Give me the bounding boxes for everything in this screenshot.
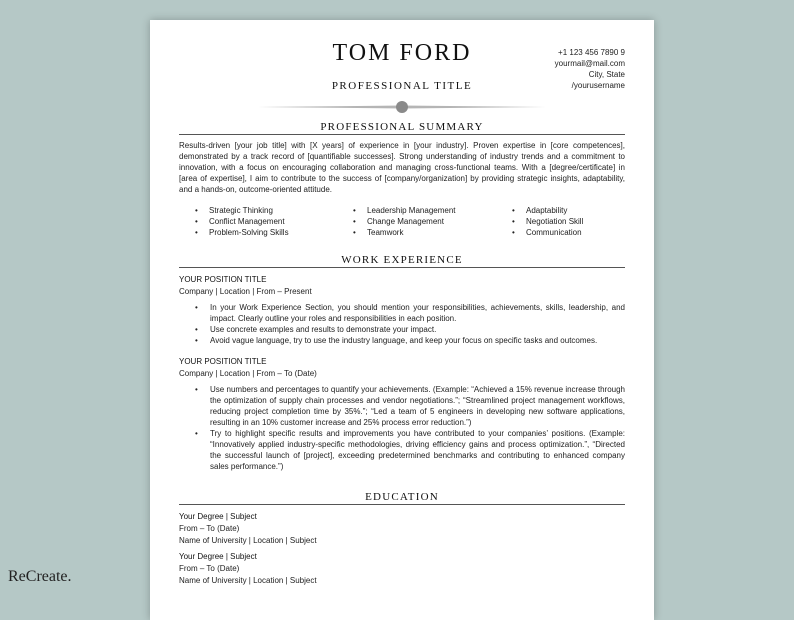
bullet-item: • Try to highlight specific results and improvements you have contributed to your companies’ positions. (Example: “Innovatively applied industry-specific methodologies, driving efficiency gains and process optimization.”, “Directed the successful launch of [project], exceeding predetermined benchmarks and contributing to enhanced company sales performance.”) [195, 428, 625, 472]
skill-item: • Strategic Thinking [195, 205, 289, 216]
job-meta: Company | Location | From – To (Date) [179, 369, 317, 378]
contact-block [555, 47, 625, 91]
skills-column [195, 205, 289, 238]
job-title: YOUR POSITION TITLE [179, 357, 267, 366]
job-meta: Company | Location | From – Present [179, 287, 312, 296]
skill-item: • Negotiation Skill [512, 216, 583, 227]
skill-item: • Teamwork [353, 227, 456, 238]
bullet-item: • Avoid vague language, try to use the industry language, and keep your focus on specific tasks and outcomes. [195, 335, 625, 346]
job-bullets [195, 384, 625, 472]
experience-heading: WORK EXPERIENCE [179, 254, 625, 268]
bullet-item: • Use numbers and percentages to quantify your achievements. (Example: “Achieved a 15% revenue increase through the optimization of supply chain processes and vendor negotiations.”; “Streamlined project management workflows, reducing project completion time by 35%.”; “Led a team of 5 engineers in developing new software applications, resulting in an 10% customer increase and 25% process error reduction.”) [195, 384, 625, 428]
skills-column [512, 205, 583, 238]
job-bullets [195, 302, 625, 346]
divider-ornament [258, 100, 546, 114]
skill-item: • Change Management [353, 216, 456, 227]
skill-item: • Leadership Management [353, 205, 456, 216]
contact-phone: +1 123 456 7890 9 [558, 48, 625, 57]
contact-username: /yourusername [571, 81, 625, 90]
skill-item: • Problem-Solving Skills [195, 227, 289, 238]
degree: Your Degree | Subject [179, 512, 257, 521]
bullet-item: • Use concrete examples and results to demonstrate your impact. [195, 324, 625, 335]
university: Name of University | Location | Subject [179, 536, 317, 545]
contact-location: City, State [588, 70, 625, 79]
skill-item: • Communication [512, 227, 583, 238]
contact-email: yourmail@mail.com [554, 59, 625, 68]
education-entry [179, 511, 317, 547]
education-dates: From – To (Date) [179, 564, 240, 573]
university: Name of University | Location | Subject [179, 576, 317, 585]
resume-page [150, 20, 654, 620]
summary-heading: PROFESSIONAL SUMMARY [179, 121, 625, 135]
education-entry [179, 551, 317, 587]
skill-item: • Conflict Management [195, 216, 289, 227]
resume-name: TOM FORD [332, 40, 472, 66]
education-dates: From – To (Date) [179, 524, 240, 533]
brand-logo: ReCreate. [8, 568, 72, 585]
education-heading: EDUCATION [179, 491, 625, 505]
skills-column [353, 205, 456, 238]
summary-text: Results-driven [your job title] with [X years] of experience in [your industry]. Proven expertise in [core competences], demonstrated by a track record of [quantifiable successes]. Strong understanding of industry trends and a commitment to innovation, with a focus on encouraging collaboration and managing cross-functional teams. With a [degree/certificate] in [area of expertise], I aim to contribute to the success of [company/organization] by providing strategic insights, adaptability, and a hands-on, outcome-oriented attitude. [179, 141, 625, 194]
job-title: YOUR POSITION TITLE [179, 275, 267, 284]
degree: Your Degree | Subject [179, 552, 257, 561]
skill-item: • Adaptability [512, 205, 583, 216]
professional-title: PROFESSIONAL TITLE [331, 80, 473, 92]
bullet-item: • In your Work Experience Section, you should mention your responsibilities, achievements, skills, leadership, and impact. Clearly outline your roles and responsibilities in each position. [195, 302, 625, 324]
